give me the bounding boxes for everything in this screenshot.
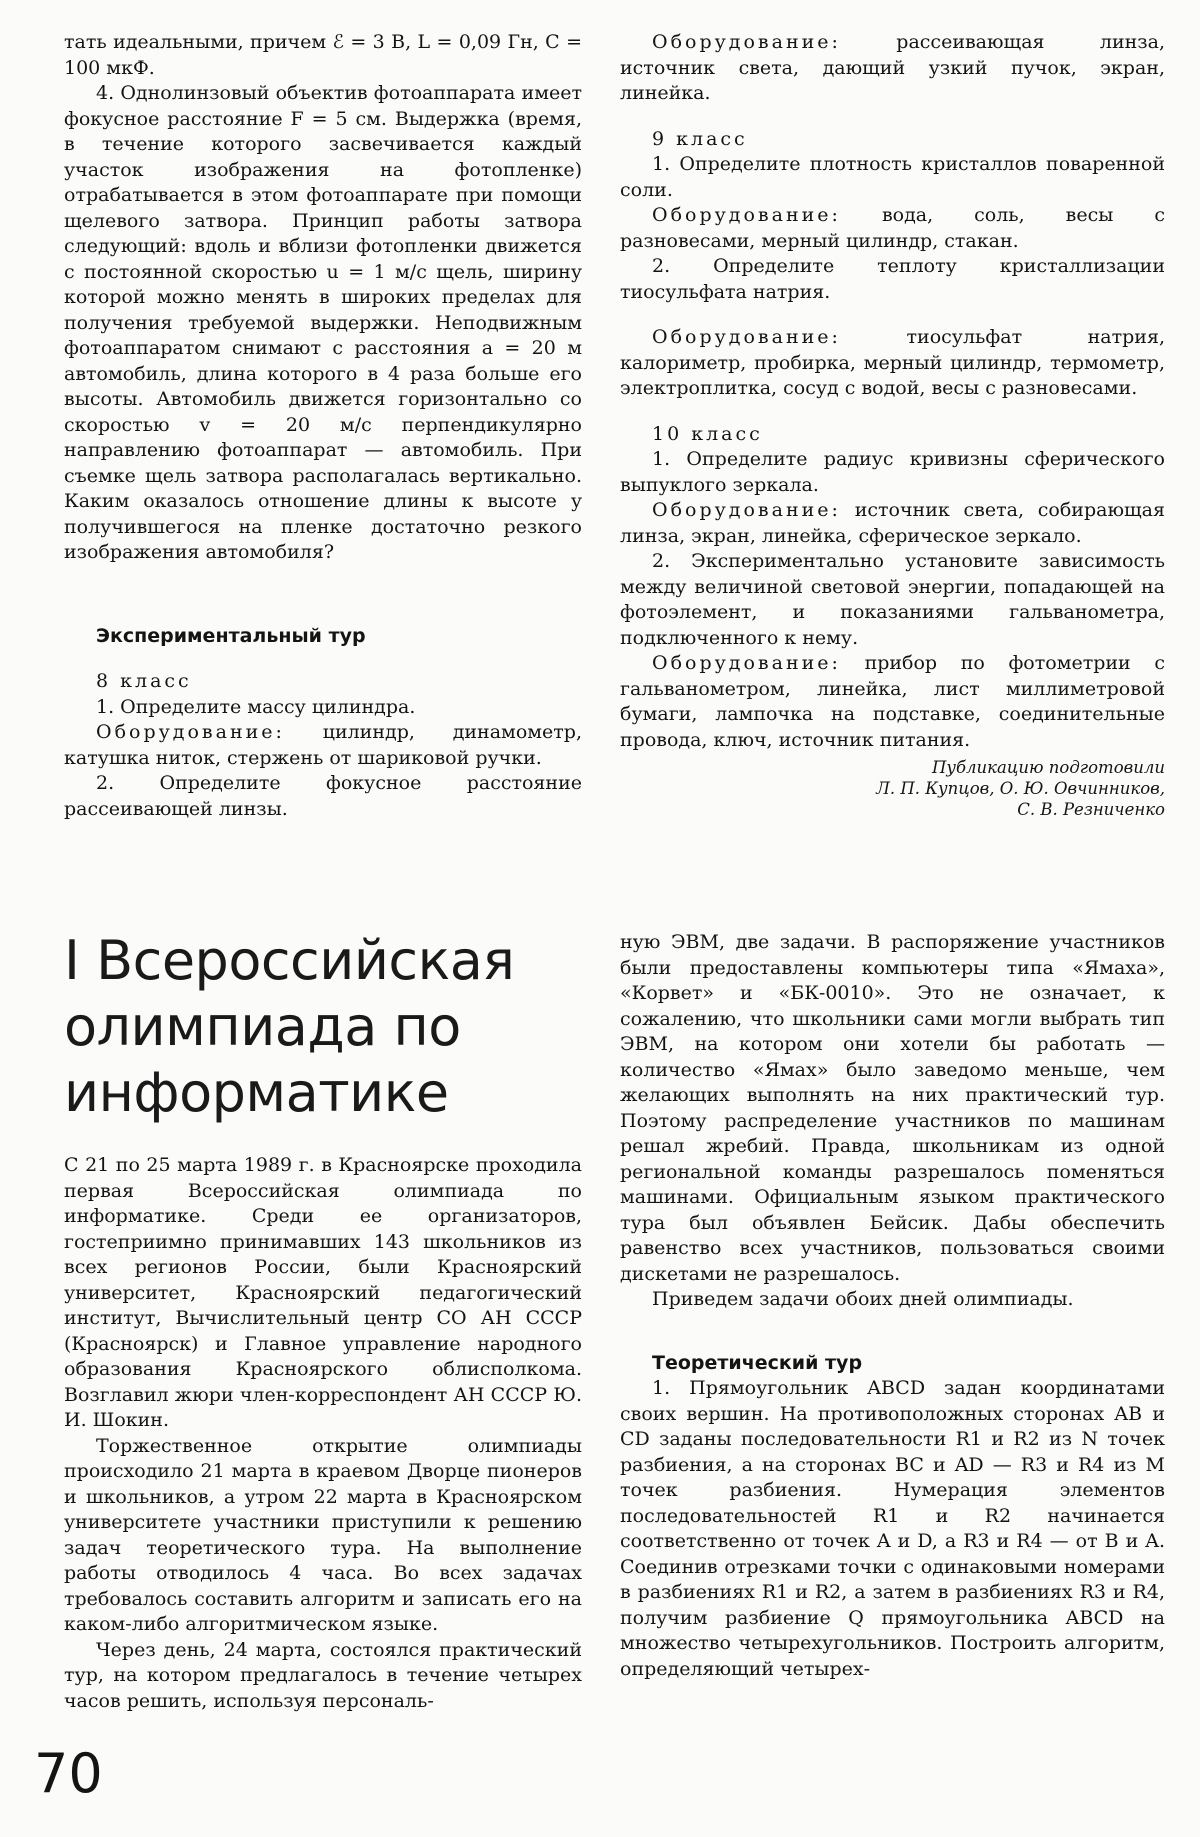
credits-authors: Л. П. Купцов, О. Ю. Овчинников, [876,779,1165,798]
left-column-top [64,30,582,822]
credits [620,757,1165,820]
task-10-1: 1. Определите радиус кривизны сферического выпуклого зеркала. [620,448,1165,496]
equipment-list: вода, соль, весы с разновесами, мерный цилиндр, стакан. [620,204,1165,252]
paragraph: Через день, 24 марта, состоялся практический тур, на котором предлагалось в течение четырех часов решить, используя персональ- [64,1638,582,1712]
left-column-bottom [64,1153,582,1714]
task-8-1-equipment [64,720,582,771]
task-9-2-equipment [620,325,1165,402]
task-10-2: 2. Экспериментально установите зависимость между величиной световой энергии, попадающей на фотоэлемент, и показаниями гальванометра, подключенного к нему. [620,550,1165,649]
paragraph: Торжественное открытие олимпиады происходило 21 марта в краевом Дворце пионеров и школьников, а утром 22 марта в Красноярском университете участники приступили к решению задач теоретического тура. На выполнение работы отводилось 4 часа. Во всех задачах требовалось составить алгоритм и записать его на каком-либо алгоритмическом языке. [64,1434,582,1635]
right-column-bottom [620,930,1165,1682]
task-8-2: 2. Определите фокусное расстояние рассеивающей линзы. [64,772,582,820]
paragraph: тать идеальными, причем ℰ = 3 В, L = 0,09 Гн, C = 100 мкФ. [64,31,582,79]
paragraph: Приведем задачи обоих дней олимпиады. [652,1288,1074,1310]
problem-4: 4. Однолинзовый объектив фотоаппарата имеет фокусное расстояние F = 5 см. Выдержка (время, в течение которого засвечивается каждый участок изображения на фотопленке) отрабатывается в этом фотоаппарате при помощи щелевого затвора. Принцип работы затвора следующий: вдоль и вблизи фотопленки движется с постоянной скоростью u = 1 м/с щель, ширину которой можно менять в широких пределах для получения требуемой выдержки. Неподвижным фотоаппаратом снимают с расстояния a = 20 м автомобиль, длина которого в 4 раза больше его высоты. Автомобиль движется горизонтально со скоростью v = 20 м/с перпендикулярно направлению фотоаппарат — автомобиль. При съемке щель затвора располагалась вертикально. Каким оказалось отношение длины к высоте у получившегося на пленке достаточно резкого изображения автомобиля? [64,82,582,563]
task-9-1: 1. Определите плотность кристаллов поваренной соли. [620,153,1165,201]
equipment-label: Оборудование: [652,499,841,521]
equipment-label: Оборудование: [652,31,841,53]
paragraph: ную ЭВМ, две задачи. В распоряжение участников были предоставлены компьютеры типа «Ямаха», «Корвет» и «БК-0010». Это не означает, к сожалению, что школьники сами могли выбрать тип ЭВМ, на котором они хотели бы работать — количество «Ямах» было заведомо меньше, чем желающих выполнять на них практический тур. Поэтому распределение участников по машинам решал жребий. Правда, школьникам из одной региональной команды разрешалось поменяться машинами. Официальным языком практического тура был объявлен Бейсик. Дабы обеспечить равенство всех участников, пользоваться своими дискетами не разрешалось. [620,931,1165,1285]
grade-label-8: 8 класс [96,670,192,692]
equipment-list: цилиндр, динамометр, катушка ниток, стержень от шариковой ручки. [64,721,583,769]
credits-authors: С. В. Резниченко [1017,800,1165,819]
equipment-list: тиосульфат натрия, калориметр, пробирка, мерный цилиндр, термометр, электроплитка, сосуд с водой, весы с разновесами. [620,326,1165,399]
task-8-2-equipment [620,30,1165,107]
grade-label-9: 9 класс [652,127,748,150]
grade-label-10: 10 класс [652,422,763,445]
section-heading-theory: Теоретический тур [652,1351,863,1374]
equipment-list: рассеивающая линза, источник света, дающий узкий пучок, экран, линейка. [620,31,1165,104]
page-number: 70 [34,1742,103,1805]
section-heading-experimental: Экспериментальный тур [96,624,366,647]
equipment-label: Оборудование: [652,652,841,674]
equipment-list: источник света, собирающая линза, экран, линейка, сферическое зеркало. [620,499,1165,547]
credits-caption: Публикацию подготовили [932,758,1165,777]
equipment-label: Оборудование: [652,326,841,348]
equipment-label: Оборудование: [652,204,841,226]
paragraph: С 21 по 25 марта 1989 г. в Красноярске проходила первая Всероссийская олимпиада по информатике. Среди ее организаторов, гостеприимно принимавших 143 школьников из всех регионов России, были Красноярский университет, Красноярский педагогический институт, Вычислительный центр СО АН СССР (Красноярск) и Главное управление народного образования Красноярского облисполкома. Возглавил жюри член-корреспондент АН СССР Ю. И. Шокин. [64,1154,582,1431]
article-title: I Всероссийская олимпиада по информатике [64,929,515,1124]
task-1: 1. Прямоугольник ABCD задан координатами своих вершин. На противоположных сторонах AB и CD заданы последовательности R1 и R2 из N точек разбиения, а на сторонах BC и AD — R3 и R4 из M точек разбиения. Нумерация элементов последовательностей R1 и R2 начинается соответственно от точек A и D, а R3 и R4 — от B и A. Соединив отрезками точки с одинаковыми номерами в разбиениях R1 и R2, а затем в разбиениях R3 и R4, получим разбиение Q прямоугольника ABCD на множество четырехугольников. Построить алгоритм, определяющий четырех- [620,1377,1165,1680]
task-9-1-equipment [620,203,1165,254]
task-10-1-equipment [620,498,1165,549]
equipment-list: прибор по фотометрии с гальванометром, линейка, лист миллиметровой бумаги, лампочка на подставке, соединительные провода, ключ, источник питания. [620,652,1165,751]
task-8-1: 1. Определите массу цилиндра. [96,695,416,718]
equipment-label: Оборудование: [96,721,285,743]
task-9-2: 2. Определите теплоту кристаллизации тиосульфата натрия. [620,255,1165,303]
right-column-top [620,30,1165,820]
task-10-2-equipment [620,651,1165,753]
